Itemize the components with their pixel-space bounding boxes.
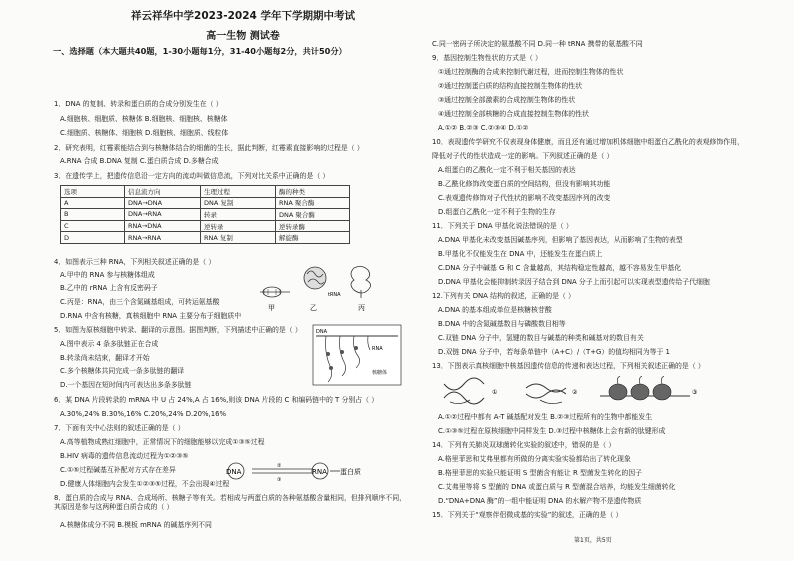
q7-option-b: B.HIV 病毒的遗传信息流动过程为①②③⑤: [60, 452, 189, 460]
fig13-replication: [444, 378, 484, 404]
q1-options-cd: C.细胞质、核糖体、细胞核 D.细胞核、细胞质、线粒体: [60, 129, 229, 137]
q10-option-b: B.乙酰化修饰改变蛋白质的空间结构，但没有影响其功能: [438, 180, 611, 188]
q7-option-d: D.健康人体细胞内会发生①②③⑤过程，不会出现④过程: [60, 480, 230, 488]
question-9: 9．基因控制生物性状的方式是（ ）: [432, 54, 542, 62]
question-1: 1．DNA 的复制、转录和蛋白质的合成分别发生在（ ）: [54, 100, 223, 108]
question-15: 15．下列关于“观察伴侣微成基的实验”的叙述，正确的是（ ）: [432, 511, 623, 519]
fig7-dna-label: DNA: [226, 468, 242, 476]
q5-option-b: B.转录尚未结束，翻译才开始: [60, 354, 150, 362]
table-cell: DNA 聚合酶: [276, 209, 350, 221]
fig5-dna-label: DNA: [316, 329, 328, 335]
fig13-label-2: ②: [572, 389, 578, 396]
table-row: [61, 197, 350, 209]
q6-options: A.30%,24% B.30%,16% C.20%,24% D.20%,16%: [60, 410, 227, 418]
question-8: 8．蛋白质的合成与 RNA、合成场所、核糖子等有关。若相成与两蛋白质的各种氨基酸含量相同，但排列顺序不同，其原因是参与这两种蛋白质合成的（ ）: [54, 494, 406, 511]
q11-option-a: A.DNA 甲基化未改变基因碱基序列，但影响了基因表达，从而影响了生物的表型: [438, 236, 683, 244]
page-footer: 第1页，共5页: [574, 537, 612, 544]
table-header-row: [61, 186, 350, 198]
table-cell: 解旋酶: [276, 232, 350, 244]
q13-options-ab: A.①②过程中都有 A-T 碱基配对发生 B.②③过程所有的生物中都能发生: [438, 413, 653, 421]
q5-option-c: C.多个核糖体共同完成一条多肽链的翻译: [60, 367, 185, 375]
q1-options-ab: A.细胞核、细胞质、核糖体 B.细胞核、细胞核、核糖体: [60, 115, 228, 123]
question-4: 4．如图表示三种 RNA，下列相关叙述正确的是（ ）: [54, 258, 216, 266]
fig4-label-yi: 乙: [310, 304, 317, 312]
q12-option-c: C.双链 DNA 分子中，氢键的数目与碱基的种类和碱基对的数目有关: [438, 334, 644, 342]
q9-item-4: ④通过控制全部核糖的合成直接控制生物体的性状: [438, 110, 589, 118]
fig5-ribosome-label: 核糖体: [372, 370, 388, 376]
question-14: 14．下列有关肺炎双球菌转化实验的叙述中，错误的是（ ）: [432, 441, 616, 449]
page-subtitle: 高一生物 测试卷: [206, 31, 280, 42]
q14-option-a: A.格里菲思和艾弗里都有所做的分离实验实验都给出了转化现象: [438, 455, 631, 463]
question-2: 2．研究表明，红霉素能结合到与核糖体结合的细菌的生长，据此判断，红霉素直接影响的过程是（ ）: [54, 144, 364, 152]
q14-option-b: B.格里菲思的实验只能证明 S 型菌含有能让 R 型菌发生转化的因子: [438, 469, 642, 477]
fig7-num-2: ②: [277, 463, 282, 469]
table-header-cell: 生理过程: [201, 186, 276, 198]
q10-option-d: D.组蛋白乙酰化一定不利于生物的生存: [438, 208, 556, 216]
q10-option-c: C.表观遗传修饰对子代性状的影响不改变基因序列的改变: [438, 194, 611, 202]
table-cell: 逆转录: [201, 220, 276, 232]
q7-option-a: A.高等植物成熟红细胞中，正常情况下的细胞能够以完成①③⑤过程: [60, 438, 265, 446]
fig5-rna-label: RNA: [372, 346, 383, 352]
table-row: [61, 209, 350, 221]
q4-option-d: D.RNA 中含有核糖，真核细胞中 RNA 主要分布于细胞质中: [60, 312, 242, 320]
q10-option-a: A.组蛋白的乙酰化一定不利于相关基因的表达: [438, 166, 576, 174]
fig7-num-3: ③: [277, 477, 282, 483]
question-13: 13．下图表示真核细胞中核基因遗传信息的传递和表达过程，下列相关叙述正确的是（ ）: [432, 362, 705, 370]
q5-option-a: A.图中表示 4 条多肽链正在合成: [60, 340, 159, 348]
table-cell: A: [61, 197, 125, 209]
table-cell: D: [61, 232, 125, 244]
q9-options: A.①② B.②③ C.②③④ D.①②: [438, 124, 529, 132]
fig7-rna-label: RNA: [312, 468, 327, 476]
table-row: [61, 220, 350, 232]
q14-option-d: D.“DNA+DNA 酶”的一组中能证明 DNA 的水解产物不是遗传物质: [438, 497, 642, 505]
table-cell: DNA 复制: [201, 197, 276, 209]
table-cell: B: [61, 209, 125, 221]
question-5: 5．如图为原核细胞中转录、翻译的示意图。据图判断，下列描述中正确的是（ ）: [54, 326, 302, 334]
question-7: 7．下面有关中心法则的叙述正确的是（ ）: [54, 424, 185, 432]
q13-gene-expression-figure: [440, 376, 700, 410]
q12-option-a: A.DNA 的基本组成单位是核糖核苷酸: [438, 306, 552, 314]
table-header-cell: 选项: [61, 186, 125, 198]
q4-option-a: A.甲中的 RNA 参与核糖体组成: [60, 271, 155, 279]
q11-option-c: C.DNA 分子中碱基 G 和 C 含量越高，其结构稳定性越高，越不容易发生甲基化: [438, 264, 682, 272]
question-12: 12.下列有关 DNA 结构的叙述，正确的是（ ）: [432, 292, 575, 300]
question-10: 10．表现遗传学研究不仅表现身体健康，而且还有通过增加机体细胞中组蛋白乙酰化的表观修饰作用，: [432, 138, 744, 146]
q12-option-d: D.双链 DNA 分子中，若每条单链中（A+C）/（T+G）的值均相同为等于 1: [438, 348, 670, 356]
table-cell: RNA 复制: [201, 232, 276, 244]
table-cell: DNA→DNA: [125, 197, 201, 209]
question-11: 11．下列关于 DNA 甲基化说法错误的是（ ）: [432, 222, 573, 230]
q4-option-b: B.乙中的 rRNA 上含有反密码子: [60, 284, 158, 292]
q11-option-d: D.DNA 甲基化会能抑制转录因子结合到 DNA 分子上而引起可以实现表型遗传给子代细胞: [438, 278, 710, 286]
fig13-label-1: ①: [492, 389, 498, 396]
question-6: 6．某 DNA 片段转录的 mRNA 中 U 占 24%,A 占 16%,则该 DNA 片段的 C 和编码链中的 T 分别占（ ）: [54, 396, 379, 404]
table-header-cell: 酶的种类: [276, 186, 350, 198]
table-cell: RNA→RNA: [125, 232, 201, 244]
q13-options-cd: C.①③⑤过程在原核细胞中同样发生 D.③过程中核糖体上会有新的肽键形成: [438, 427, 666, 435]
fig7-protein-label: 蛋白质: [340, 468, 361, 476]
table-cell: RNA 聚合酶: [276, 197, 350, 209]
q9-item-3: ③通过控制全部激素的合成控制生物体的性状: [438, 96, 576, 104]
q8-options-cd: C.同一密码子所决定的氨基酸不同 D.同一种 tRNA 携带的氨基酸不同: [432, 40, 643, 48]
fig13-label-3: ③: [692, 389, 698, 396]
fig13-transcription: [526, 384, 566, 404]
table-cell: 逆转录酶: [276, 220, 350, 232]
q4-option-c: C.丙是：RNA，由三个含氮碱基组成，可转运氨基酸: [60, 298, 220, 306]
fig4-ribosome-a: [260, 287, 290, 297]
q9-item-1: ①通过控制酶的合成来控制代谢过程，进而控制生物体的性状: [438, 68, 624, 76]
q5-option-d: D.一个基因在短时间内可表达出多条多肽链: [60, 381, 192, 389]
table-cell: DNA→RNA: [125, 209, 201, 221]
fig4-label-jia: 甲: [268, 304, 275, 312]
q7-central-dogma-figure: [222, 457, 362, 489]
section-heading: 一、选择题（本大题共40题，1-30小题每1分，31-40小题每2分，共计50分）: [53, 46, 347, 56]
table-cell: RNA→DNA: [125, 220, 201, 232]
fig4-trna-c: [351, 266, 371, 298]
q12-option-b: B.DNA 中的含氮碱基数目与磷酸数目相等: [438, 320, 566, 328]
fig4-trna-tag: tRNA: [328, 292, 341, 298]
q8-options-ab: A.核糖体成分不同 B.模板 mRNA 的碱基序列不同: [60, 521, 212, 529]
q3-table: [60, 185, 350, 244]
question-10-cont: 降低对子代的性状造成一定的影响。下列叙述正确的是（ ）: [432, 152, 614, 160]
q2-options: A.RNA 合成 B.DNA 复制 C.蛋白质合成 D.多糖合成: [60, 157, 219, 165]
table-header-cell: 信息流方向: [125, 186, 201, 198]
q5-transcription-figure: [312, 324, 402, 386]
fig13-translation: [600, 376, 690, 400]
q11-option-b: B.甲基化不仅能发生在 DNA 中，还能发生在蛋白质上: [438, 250, 603, 258]
question-3: 3．在遗传学上，把遗传信息沿一定方向的流动叫做信息流，下列对比关系中正确的是（ ）: [54, 172, 330, 180]
q4-rna-figure: [258, 262, 398, 316]
q14-option-c: C.艾弗里等将 S 型菌的 DNA 或蛋白质与 R 型菌混合培养，均能发生细菌转化: [438, 483, 676, 491]
page-title: 祥云祥华中学2023-2024 学年下学期期中考试: [131, 10, 355, 22]
q9-item-2: ②通过控制蛋白质的结构直接控制生物体的性状: [438, 82, 582, 90]
right-column: [432, 0, 778, 561]
table-cell: 转录: [201, 209, 276, 221]
q7-option-c: C.①⑤过程碱基互补配对方式存在差异: [60, 466, 176, 474]
fig4-label-bing: 丙: [358, 304, 365, 312]
table-cell: C: [61, 220, 125, 232]
table-row: [61, 232, 350, 244]
fig4-rrna-b: [304, 267, 326, 289]
